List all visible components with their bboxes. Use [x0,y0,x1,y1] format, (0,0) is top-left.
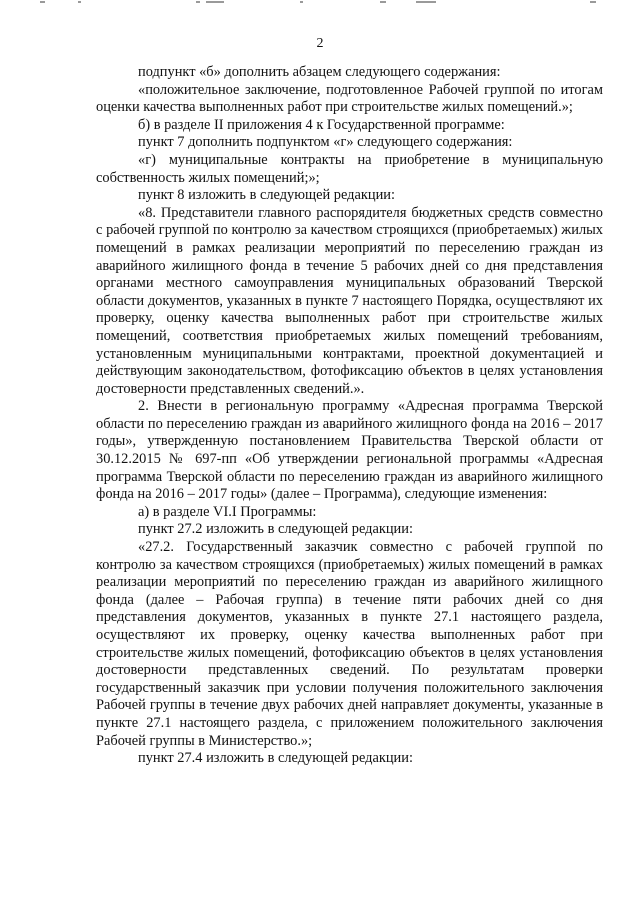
paragraph: пункт 27.4 изложить в следующей редакции: [138,750,413,767]
paragraph: «27.2. Государственный заказчик совместно с рабочей группой по контролю за качеством строящихся (приобретаемых) жилых помещений в рамках реализации мероприятий по переселению граждан из аварийного жилищного фонда (далее – Рабочая группа) в течение пяти рабочих дней со дня представления документов, указанных в пункте 27.1 настоящего раздела, осуществляют их проверку, оценку качества выполненных работ при строительстве жилых помещений, фотофиксацию объектов в целях установления достоверности представленных сведений. По результатам проверки государственный заказчик при условии получения положительного заключения Рабочей группы в течение двух рабочих дней направляет документы, указанные в пункте 27.1 настоящего раздела, с приложением положительного заключения Рабочей группы в Министерство.»; [96,539,603,749]
paragraph: пункт 7 дополнить подпунктом «г» следующего содержания: [138,134,513,151]
paragraph: пункт 8 изложить в следующей редакции: [138,187,395,204]
paragraph: 2. Внести в региональную программу «Адресная программа Тверской области по переселению граждан из аварийного жилищного фонда на 2016 – 2017 годы», утвержденную постановлением Правительства Тверской области от 30.12.2015 № 697-пп «Об утверждении региональной программы «Адресная программа Тверской области по переселению граждан из аварийного жилищного фонда на 2016 – 2017 годы» (далее – Программа), следующие изменения: [96,398,603,503]
document-body [96,64,603,768]
scan-artifacts [0,0,640,6]
paragraph: а) в разделе VI.I Программы: [138,503,317,520]
paragraph: «г) муниципальные контракты на приобретение в муниципальную собственность жилых помещений;»; [96,151,603,186]
paragraph: «8. Представители главного распорядителя бюджетных средств совместно с рабочей группой по контролю за качеством строящихся (приобретаемых) жилых помещений в рамках реализации мероприятий по переселению граждан из аварийного жилищного фонда в течение 5 рабочих дней со дня представления органами местного самоуправления муниципальных образований Тверской области документов, указанных в пункте 7 настоящего Порядка, осуществляют их проверку, оценку качества выполненных работ при строительстве жилых помещений, соответствия приобретаемых жилых помещений требованиям, установленным муниципальными контрактами, проектной документацией и действующим законодательством, фотофиксацию объектов в целях установления достоверности представленных сведений.». [96,204,603,397]
paragraph: пункт 27.2 изложить в следующей редакции: [138,521,413,538]
paragraph: подпункт «б» дополнить абзацем следующего содержания: [138,64,501,80]
paragraph: «положительное заключение, подготовленное Рабочей группой по итогам оценки качества выполненных работ при строительстве жилых помещений.»; [96,81,603,116]
page-number: 2 [316,36,324,51]
paragraph: б) в разделе II приложения 4 к Государственной программе: [138,116,505,133]
